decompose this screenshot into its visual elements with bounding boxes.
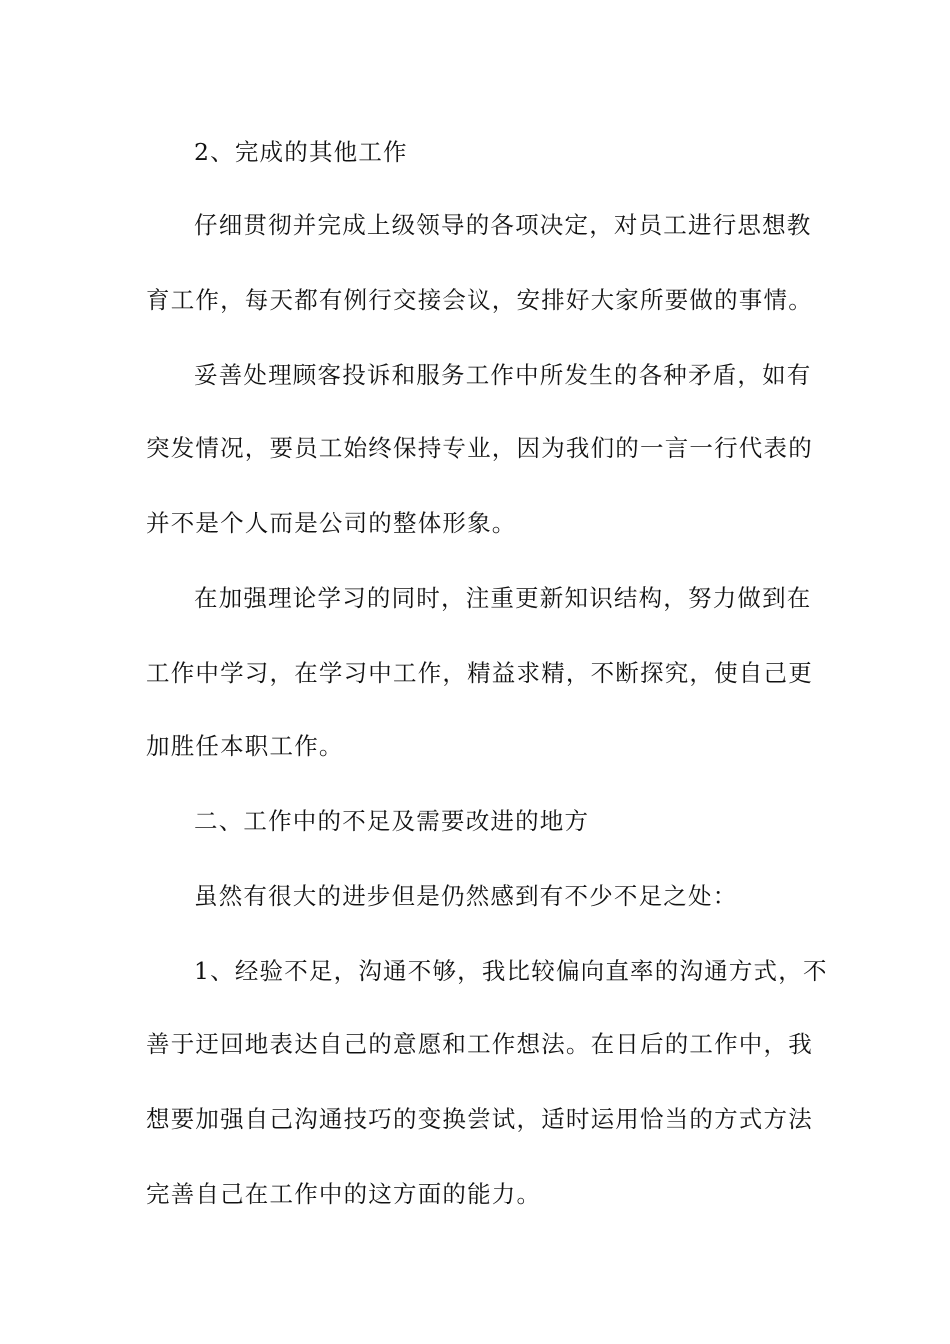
section-heading-shortcomings: 二、工作中的不足及需要改进的地方 <box>194 807 590 835</box>
subheading-other-work: 2、完成的其他工作 <box>194 138 408 166</box>
paragraph-line: 育工作，每天都有例行交接会议，安排好大家所要做的事情。 <box>146 286 813 314</box>
paragraph-line: 1、经验不足，沟通不够，我比较偏向直率的沟通方式，不 <box>194 957 828 985</box>
paragraph-line: 工作中学习，在学习中工作，精益求精，不断探究，使自己更 <box>146 659 813 687</box>
paragraph-line: 仔细贯彻并完成上级领导的各项决定，对员工进行思想教 <box>194 211 812 239</box>
paragraph-line: 善于迂回地表达自己的意愿和工作想法。在日后的工作中，我 <box>146 1030 813 1058</box>
paragraph-line: 妥善处理顾客投诉和服务工作中所发生的各种矛盾，如有 <box>194 361 812 389</box>
paragraph-line: 加胜任本职工作。 <box>146 732 344 760</box>
paragraph-line: 想要加强自己沟通技巧的变换尝试，适时运用恰当的方式方法 <box>146 1105 813 1133</box>
paragraph-line: 突发情况，要员工始终保持专业，因为我们的一言一行代表的 <box>146 434 813 462</box>
paragraph-line: 并不是个人而是公司的整体形象。 <box>146 509 517 537</box>
paragraph-line: 完善自己在工作中的这方面的能力。 <box>146 1180 542 1208</box>
paragraph-line: 在加强理论学习的同时，注重更新知识结构，努力做到在 <box>194 584 812 612</box>
paragraph-line: 虽然有很大的进步但是仍然感到有不少不足之处： <box>194 882 738 910</box>
